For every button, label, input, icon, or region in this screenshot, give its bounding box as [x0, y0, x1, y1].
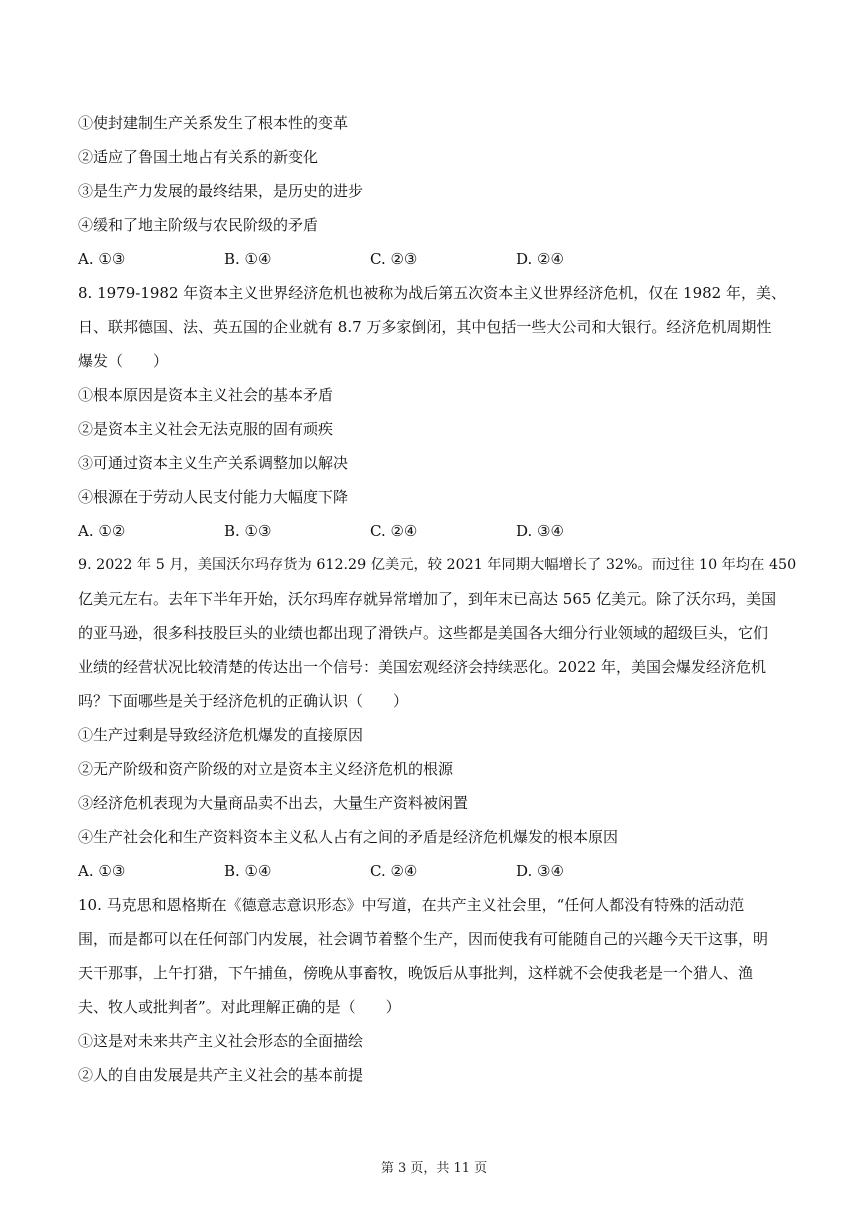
- q9-item-4: ④生产社会化和生产资料资本主义私人占有之间的矛盾是经济危机爆发的根本原因: [78, 828, 619, 846]
- q9-stem-line-4: 业绩的经营状况比较清楚的传达出一个信号：美国宏观经济会持续恶化。2022 年，美国会爆发经济危机: [78, 658, 766, 676]
- q7-item-3: ③是生产力发展的最终结果，是历史的进步: [78, 182, 364, 200]
- q10-stem-line-2: 围，而是都可以在任何部门内发展，社会调节着整个生产，因而使我有可能随自己的兴趣今天干这事，明: [78, 930, 769, 948]
- q9-stem-line-3: 的亚马逊，很多科技股巨头的业绩也都出现了滑铁卢。这些都是美国各大细分行业领域的超级巨头，它们: [78, 624, 769, 642]
- page-footer: 第 3 页，共 11 页: [380, 1161, 488, 1176]
- q10-stem-line-1: 10. 马克思和恩格斯在《德意志意识形态》中写道，在共产主义社会里，“任何人都没有特殊的活动范: [78, 896, 745, 914]
- q8-stem-line-2: 日、联邦德国、法、英五国的企业就有 8.7 万多家倒闭，其中包括一些大公司和大银行。经济危机周期性: [78, 318, 772, 336]
- q8-stem-line-3: 爆发（ ）: [78, 352, 169, 370]
- q9-option-c: C. ②④: [370, 862, 418, 880]
- q8-options: [78, 514, 798, 548]
- q8-option-c: C. ②④: [370, 522, 418, 540]
- q7-item-4: ④缓和了地主阶级与农民阶级的矛盾: [78, 216, 319, 234]
- q7-option-b: B. ①④: [224, 250, 272, 268]
- q7-item-1: ①使封建制生产关系发生了根本性的变革: [78, 114, 349, 132]
- q8-item-3: ③可通过资本主义生产关系调整加以解决: [78, 454, 349, 472]
- q9-item-2: ②无产阶级和资产阶级的对立是资本主义经济危机的根源: [78, 760, 454, 778]
- q10-item-1: ①这是对未来共产主义社会形态的全面描绘: [78, 1032, 364, 1050]
- q7-options: [78, 242, 798, 276]
- q9-stem-line-2: 亿美元左右。去年下半年开始，沃尔玛库存就异常增加了，到年末已高达 565 亿美元。除了沃尔玛，美国: [78, 590, 777, 608]
- q8-option-a: A. ①②: [78, 522, 126, 540]
- q8-item-1: ①根本原因是资本主义社会的基本矛盾: [78, 386, 334, 404]
- q8-item-4: ④根源在于劳动人民支付能力大幅度下降: [78, 488, 349, 506]
- q9-item-3: ③经济危机表现为大量商品卖不出去，大量生产资料被闲置: [78, 794, 469, 812]
- q7-option-d: D. ②④: [516, 250, 564, 268]
- q7-option-c: C. ②③: [370, 250, 418, 268]
- q9-option-b: B. ①④: [224, 862, 272, 880]
- q9-stem-line-1: 9. 2022 年 5 月，美国沃尔玛存货为 612.29 亿美元，较 2021 年同期大幅增长了 32%。而过往 10 年均在 450: [78, 557, 797, 573]
- q9-stem-line-5: 吗？下面哪些是关于经济危机的正确认识（ ）: [78, 692, 409, 710]
- q9-options: [78, 854, 798, 888]
- q8-stem-line-1: 8. 1979-1982 年资本主义世界经济危机也被称为战后第五次资本主义世界经济危机，仅在 1982 年，美、: [78, 284, 786, 302]
- q7-option-a: A. ①③: [78, 250, 126, 268]
- q8-option-d: D. ③④: [516, 522, 564, 540]
- q9-item-1: ①生产过剩是导致经济危机爆发的直接原因: [78, 726, 364, 744]
- q10-stem-line-4: 夫、牧人或批判者”。对此理解正确的是（ ）: [78, 998, 401, 1016]
- page-content: [78, 106, 798, 1092]
- q10-stem-line-3: 天干那事，上午打猎，下午捕鱼，傍晚从事畜牧，晚饭后从事批判，这样就不会使我老是一个猎人、渔: [78, 964, 754, 982]
- q8-item-2: ②是资本主义社会无法克服的固有顽疾: [78, 420, 334, 438]
- q10-item-2: ②人的自由发展是共产主义社会的基本前提: [78, 1066, 364, 1084]
- q7-item-2: ②适应了鲁国土地占有关系的新变化: [78, 148, 319, 166]
- q8-option-b: B. ①③: [224, 522, 272, 540]
- q9-option-d: D. ③④: [516, 862, 564, 880]
- q9-option-a: A. ①③: [78, 862, 126, 880]
